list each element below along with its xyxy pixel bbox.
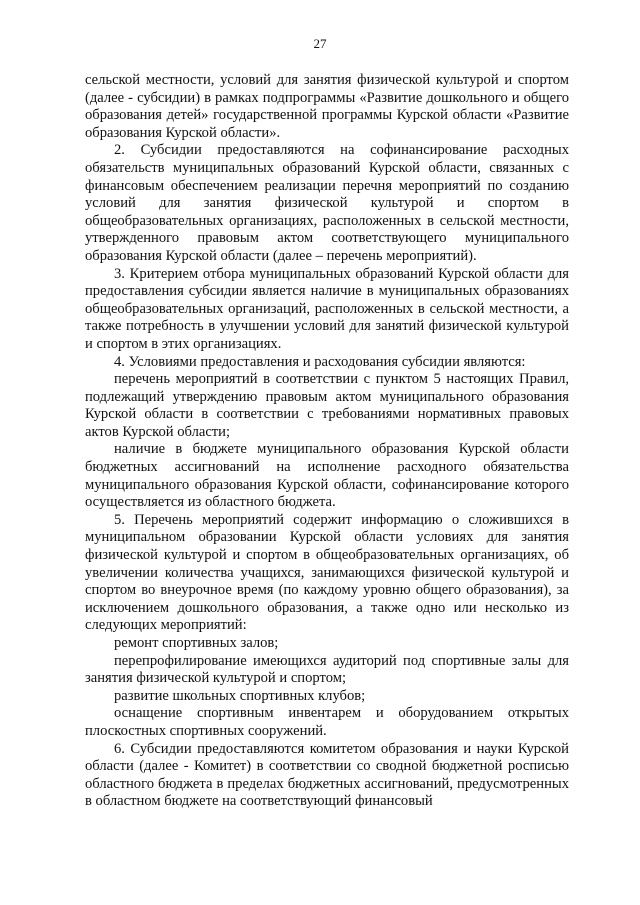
- document-body: [85, 72, 569, 811]
- paragraph-condition-1: перечень мероприятий в соответствии с пунктом 5 настоящих Правил, подлежащий утверждению правовым актом муниципального образования Курской области в соответствии с требованиями нормативных правовых актов Курской области;: [85, 371, 569, 440]
- paragraph-clause-6: 6. Субсидии предоставляются комитетом образования и науки Курской области (далее - Комитет) в соответствии со сводной бюджетной росписью областного бюджета в пределах бюджетных ассигнований, предусмотренных в областном бюджете на соответствующий финансовый: [85, 740, 569, 810]
- list-item-equipment: оснащение спортивным инвентарем и оборудованием открытых плоскостных спортивных сооружений.: [85, 705, 569, 739]
- paragraph-condition-2: наличие в бюджете муниципального образования Курской области бюджетных ассигнований на исполнение расходного обязательства муниципального образования Курской области, софинансирование которого осуществляется из областного бюджета.: [85, 441, 569, 511]
- paragraph-clause-3: 3. Критерием отбора муниципальных образований Курской области для предоставления субсидии является наличие в муниципальных образованиях общеобразовательных организаций, расположенных в сельской местности, а также потребность в улучшении условий для занятий физической культурой и спортом в этих организациях.: [85, 265, 569, 352]
- paragraph-clause-5: 5. Перечень мероприятий содержит информацию о сложившихся в муниципальном образовании Курской области условиях для занятия физической культурой и спортом в общеобразовательных организациях, об увеличении количества учащихся, занимающихся физической культурой и спортом во внеурочное время (по каждому уровню общего образования), за исключением дошкольного образования, а также одно или несколько из следующих мероприятий:: [85, 511, 569, 634]
- list-item-room-conversion: перепрофилирование имеющихся аудиторий под спортивные залы для занятия физической культурой и спортом;: [85, 652, 569, 687]
- paragraph-clause-4: 4. Условиями предоставления и расходования субсидии являются:: [114, 353, 526, 370]
- page-number: 27: [313, 36, 327, 51]
- paragraph-clause-2: 2. Субсидии предоставляются на софинансирование расходных обязательств муниципальных образований Курской области, связанных с финансовым обеспечением реализации перечня мероприятий по созданию условий для занятия физической культурой и спортом в общеобразовательных организациях, расположенных в сельской местности, утвержденного правовым актом соответствующего муниципального образования Курской области (далее – перечень мероприятий).: [85, 142, 569, 264]
- paragraph-continuation: сельской местности, условий для занятия физической культурой и спортом (далее - субсидии) в рамках подпрограммы «Развитие дошкольного и общего образования детей» государственной программы Курской области «Развитие образования Курской области».: [85, 72, 569, 141]
- list-item-school-clubs: развитие школьных спортивных клубов;: [114, 687, 366, 704]
- list-item-gym-repair: ремонт спортивных залов;: [114, 635, 279, 651]
